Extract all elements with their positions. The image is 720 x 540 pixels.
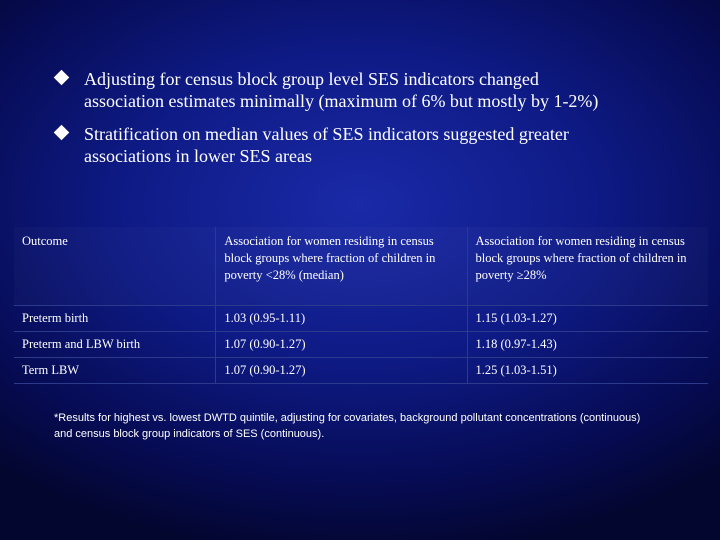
bullet-line-1: Adjusting for census block group level SES indicators changed: [84, 69, 539, 89]
bullet-item: [56, 123, 666, 167]
cell-outcome: Term LBW: [14, 358, 216, 384]
header-outcome: Outcome: [14, 227, 216, 306]
bullet-list: [56, 68, 666, 178]
bullet-line-2: association estimates minimally (maximum of 6% but mostly by 1-2%): [84, 91, 599, 111]
bullet-line-2: associations in lower SES areas: [84, 146, 312, 166]
table-header-row: [14, 227, 708, 306]
table-row: [14, 332, 708, 358]
table-row: [14, 306, 708, 332]
header-below-median: Association for women residing in census block groups where fraction of children in poverty <28% (median): [216, 227, 467, 306]
cell-outcome: Preterm and LBW birth: [14, 332, 216, 358]
footnote: *Results for highest vs. lowest DWTD quintile, adjusting for covariates, background pollutant concentrations (continuous) and census block group indicators of SES (continuous).: [54, 412, 641, 440]
table-row: [14, 358, 708, 384]
header-above-median: Association for women residing in census block groups where fraction of children in poverty ≥28%: [467, 227, 708, 306]
cell-outcome: Preterm birth: [14, 306, 216, 332]
diamond-bullet-icon: [54, 125, 70, 141]
results-table: [14, 227, 708, 384]
cell-below-median: 1.07 (0.90-1.27): [216, 358, 467, 384]
cell-below-median: 1.03 (0.95-1.11): [216, 306, 467, 332]
diamond-bullet-icon: [54, 70, 70, 86]
cell-above-median: 1.15 (1.03-1.27): [467, 306, 708, 332]
cell-above-median: 1.18 (0.97-1.43): [467, 332, 708, 358]
cell-above-median: 1.25 (1.03-1.51): [467, 358, 708, 384]
bullet-item: [56, 68, 666, 112]
cell-below-median: 1.07 (0.90-1.27): [216, 332, 467, 358]
bullet-line-1: Stratification on median values of SES indicators suggested greater: [84, 124, 569, 144]
